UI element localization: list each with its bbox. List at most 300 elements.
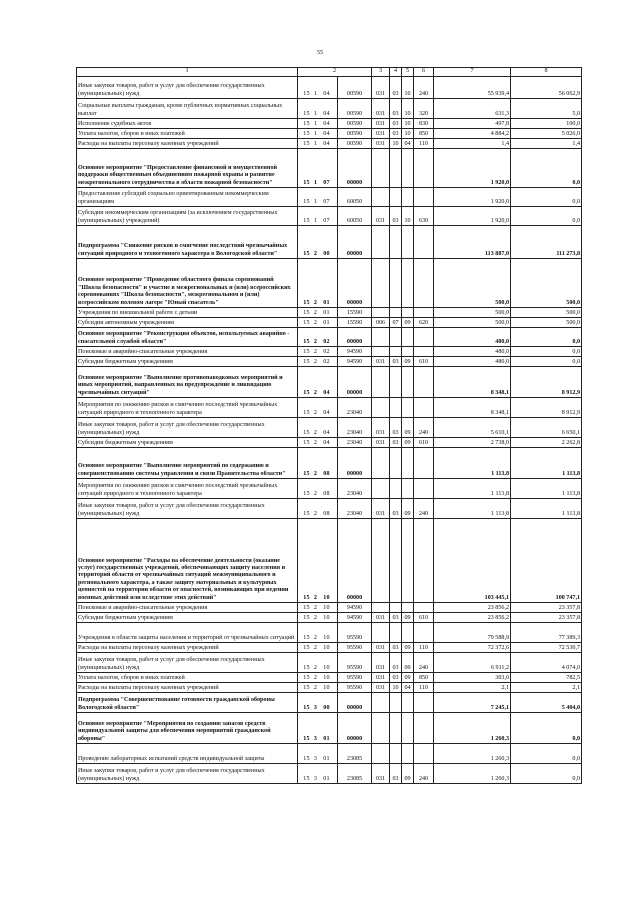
program-code-part: 15: [303, 140, 310, 147]
row-department: 031: [372, 499, 390, 519]
row-amount-1: 303,0: [434, 673, 511, 683]
row-subsection: [402, 347, 414, 357]
program-code-part: 15: [303, 775, 310, 782]
row-target-code: 23040: [338, 499, 372, 519]
row-subsection: [402, 479, 414, 499]
row-amount-1: 2 738,0: [434, 438, 511, 448]
table-row: [77, 613, 582, 623]
program-code-part: 15: [303, 735, 310, 742]
row-target-code: 00000: [338, 713, 372, 744]
row-amount-2: 0,0: [511, 744, 582, 764]
row-amount-1: 1 260,3: [434, 764, 511, 784]
program-code-part: 1: [313, 179, 318, 186]
table-row: [77, 207, 582, 226]
program-code-part: 10: [323, 664, 330, 671]
program-code-part: 15: [303, 510, 310, 517]
table-row: [77, 398, 582, 418]
row-program-code: [298, 693, 338, 713]
program-code-part: 02: [323, 358, 330, 365]
row-expense-type: [414, 519, 434, 603]
row-program-code: [298, 308, 338, 318]
row-amount-2: 6 650,1: [511, 418, 582, 438]
row-section: 03: [390, 499, 402, 519]
row-program-code: [298, 499, 338, 519]
table-row: [77, 347, 582, 357]
row-subsection: [402, 623, 414, 643]
row-department: [372, 623, 390, 643]
row-subsection: [402, 188, 414, 207]
row-department: 031: [372, 653, 390, 673]
row-target-code: 95590: [338, 643, 372, 653]
row-amount-2: 5,0: [511, 99, 582, 119]
program-code-part: 15: [303, 439, 310, 446]
row-department: [372, 744, 390, 764]
row-department: 031: [372, 207, 390, 226]
program-code-part: 10: [323, 604, 330, 611]
row-expense-type: [414, 347, 434, 357]
header-cell-6: 6: [414, 68, 434, 77]
row-target-code: 00590: [338, 129, 372, 139]
program-code-part: 2: [313, 674, 318, 681]
row-amount-2: 0,0: [511, 149, 582, 188]
row-subsection: [402, 367, 414, 398]
table-row: [77, 308, 582, 318]
row-amount-1: 1 920,0: [434, 207, 511, 226]
row-amount-1: 1 920,0: [434, 149, 511, 188]
row-amount-2: 5 404,0: [511, 693, 582, 713]
row-program-code: [298, 207, 338, 226]
row-section: [390, 328, 402, 347]
row-subsection: [402, 713, 414, 744]
row-department: 031: [372, 683, 390, 693]
row-target-code: 00590: [338, 139, 372, 149]
program-code-part: 2: [313, 664, 318, 671]
row-expense-type: 620: [414, 318, 434, 328]
program-code-part: 15: [303, 319, 310, 326]
row-description: Иные закупки товаров, работ и услуг для обеспечения государственных (муниципальных) нужд: [77, 77, 298, 99]
row-subsection: 09: [402, 418, 414, 438]
table-row: [77, 713, 582, 744]
row-program-code: [298, 683, 338, 693]
row-program-code: [298, 673, 338, 683]
program-code-part: 04: [323, 140, 330, 147]
row-amount-2: 0,0: [511, 347, 582, 357]
row-amount-1: 113 887,0: [434, 226, 511, 259]
row-subsection: 09: [402, 438, 414, 448]
program-code-part: 2: [313, 684, 318, 691]
row-amount-2: 23 357,8: [511, 613, 582, 623]
row-program-code: [298, 398, 338, 418]
row-amount-1: 8 348,1: [434, 367, 511, 398]
row-description: Уплата налогов, сборов и иных платежей: [77, 129, 298, 139]
row-amount-1: 480,0: [434, 357, 511, 367]
row-department: 031: [372, 357, 390, 367]
row-department: [372, 328, 390, 347]
row-expense-type: 110: [414, 643, 434, 653]
row-expense-type: 240: [414, 499, 434, 519]
row-expense-type: [414, 226, 434, 259]
row-section: [390, 479, 402, 499]
table-row: [77, 259, 582, 308]
row-target-code: 00590: [338, 119, 372, 129]
row-target-code: 23040: [338, 479, 372, 499]
row-amount-1: 631,3: [434, 99, 511, 119]
row-subsection: [402, 398, 414, 418]
page-number: 55: [317, 50, 323, 56]
table-row: [77, 623, 582, 643]
row-target-code: 95590: [338, 623, 372, 643]
program-code-part: 15: [303, 348, 310, 355]
row-program-code: [298, 519, 338, 603]
row-program-code: [298, 357, 338, 367]
program-code-part: 10: [323, 684, 330, 691]
row-department: 031: [372, 129, 390, 139]
row-department: [372, 347, 390, 357]
row-program-code: [298, 438, 338, 448]
program-code-part: 00: [323, 250, 330, 257]
row-amount-2: 23 357,8: [511, 603, 582, 613]
row-department: 031: [372, 119, 390, 129]
row-subsection: [402, 693, 414, 713]
row-section: [390, 367, 402, 398]
row-amount-1: 103 445,1: [434, 519, 511, 603]
row-section: 07: [390, 318, 402, 328]
row-section: 03: [390, 119, 402, 129]
row-subsection: 04: [402, 683, 414, 693]
row-amount-1: 55 939,4: [434, 77, 511, 99]
program-code-part: 01: [323, 775, 330, 782]
row-expense-type: [414, 744, 434, 764]
row-expense-type: 610: [414, 438, 434, 448]
row-subsection: [402, 259, 414, 308]
program-code-part: 2: [313, 429, 318, 436]
row-subsection: [402, 226, 414, 259]
row-description: Основное мероприятие "Реконструкция объектов, используемых аварийно - спасательной службой области": [77, 328, 298, 347]
program-code-part: 2: [313, 470, 318, 477]
program-code-part: 15: [303, 409, 310, 416]
row-department: 031: [372, 764, 390, 784]
row-program-code: [298, 318, 338, 328]
row-amount-1: 79 588,9: [434, 623, 511, 643]
row-section: 03: [390, 77, 402, 99]
program-code-part: 02: [323, 338, 330, 345]
row-program-code: [298, 418, 338, 438]
row-program-code: [298, 623, 338, 643]
row-section: [390, 188, 402, 207]
row-subsection: [402, 519, 414, 603]
row-description: Субсидии некоммерческим организациям (за исключением государственных (муниципальных) учреждений): [77, 207, 298, 226]
row-amount-1: 480,0: [434, 347, 511, 357]
table-row: [77, 693, 582, 713]
row-target-code: 94590: [338, 613, 372, 623]
program-code-part: 04: [323, 110, 330, 117]
program-code-part: 01: [323, 299, 330, 306]
program-code-part: 10: [323, 634, 330, 641]
row-program-code: [298, 613, 338, 623]
row-section: [390, 519, 402, 603]
row-expense-type: 240: [414, 77, 434, 99]
row-target-code: 95590: [338, 653, 372, 673]
row-amount-1: 23 856,2: [434, 613, 511, 623]
program-code-part: 01: [323, 319, 330, 326]
row-description: Подпрограмма "Совершенствование готовности гражданской обороны Вологодской области": [77, 693, 298, 713]
table-row: [77, 226, 582, 259]
program-code-part: 15: [303, 90, 310, 97]
row-subsection: [402, 603, 414, 613]
row-amount-1: 7 245,1: [434, 693, 511, 713]
program-code-part: 15: [303, 634, 310, 641]
row-section: 10: [390, 139, 402, 149]
program-code-part: 3: [313, 704, 318, 711]
row-amount-1: 1 113,8: [434, 499, 511, 519]
program-code-part: 2: [313, 309, 318, 316]
table-row: [77, 139, 582, 149]
row-subsection: 09: [402, 318, 414, 328]
row-section: [390, 603, 402, 613]
row-subsection: [402, 149, 414, 188]
row-program-code: [298, 226, 338, 259]
program-code-part: 3: [313, 755, 318, 762]
row-expense-type: [414, 479, 434, 499]
row-subsection: 09: [402, 643, 414, 653]
program-code-part: 15: [303, 674, 310, 681]
header-cell-3: 3: [372, 68, 390, 77]
row-program-code: [298, 99, 338, 119]
program-code-part: 15: [303, 644, 310, 651]
row-department: 031: [372, 99, 390, 119]
row-subsection: 04: [402, 139, 414, 149]
row-section: [390, 149, 402, 188]
row-amount-1: 1 260,3: [434, 744, 511, 764]
row-department: 031: [372, 438, 390, 448]
row-department: 031: [372, 77, 390, 99]
table-row: [77, 119, 582, 129]
row-expense-type: 830: [414, 119, 434, 129]
program-code-part: 04: [323, 90, 330, 97]
row-amount-1: 5 610,1: [434, 418, 511, 438]
program-code-part: 2: [313, 644, 318, 651]
program-code-part: 04: [323, 439, 330, 446]
row-program-code: [298, 744, 338, 764]
row-target-code: 94590: [338, 357, 372, 367]
row-department: 031: [372, 418, 390, 438]
row-amount-1: 500,0: [434, 259, 511, 308]
row-description: Иные закупки товаров, работ и услуг для обеспечения государственных (муниципальных) нужд: [77, 764, 298, 784]
row-target-code: 15590: [338, 318, 372, 328]
row-program-code: [298, 259, 338, 308]
program-code-part: 15: [303, 358, 310, 365]
row-expense-type: [414, 188, 434, 207]
row-subsection: 10: [402, 77, 414, 99]
program-code-part: 04: [323, 409, 330, 416]
row-expense-type: 850: [414, 673, 434, 683]
row-amount-2: 111 273,8: [511, 226, 582, 259]
row-expense-type: [414, 623, 434, 643]
row-department: [372, 398, 390, 418]
row-department: 031: [372, 643, 390, 653]
row-amount-1: 497,8: [434, 119, 511, 129]
program-code-part: 04: [323, 389, 330, 396]
row-amount-2: 2 262,8: [511, 438, 582, 448]
row-department: [372, 519, 390, 603]
table-body: [77, 68, 582, 784]
row-expense-type: 320: [414, 99, 434, 119]
row-program-code: [298, 119, 338, 129]
budget-table: [76, 67, 582, 784]
row-amount-2: 56 062,9: [511, 77, 582, 99]
program-code-part: 01: [323, 309, 330, 316]
row-target-code: 94590: [338, 603, 372, 613]
row-target-code: 00000: [338, 149, 372, 188]
row-expense-type: [414, 398, 434, 418]
program-code-part: 10: [323, 594, 330, 601]
row-description: Иные закупки товаров, работ и услуг для обеспечения государственных (муниципальных) нужд: [77, 499, 298, 519]
row-amount-2: 1 113,8: [511, 499, 582, 519]
row-department: 031: [372, 139, 390, 149]
row-description: Основное мероприятие "Выполнение мероприятий по содержанию и совершенствованию системы управления и связи Правительства области": [77, 448, 298, 479]
row-amount-2: 500,0: [511, 318, 582, 328]
row-target-code: 00000: [338, 519, 372, 603]
row-amount-1: 1 113,8: [434, 479, 511, 499]
program-code-part: 15: [303, 604, 310, 611]
program-code-part: 04: [323, 120, 330, 127]
row-target-code: 23040: [338, 438, 372, 448]
row-target-code: 00000: [338, 328, 372, 347]
table-row: [77, 764, 582, 784]
row-expense-type: 850: [414, 129, 434, 139]
table-row: [77, 519, 582, 603]
program-code-part: 15: [303, 664, 310, 671]
row-description: Основное мероприятие "Предоставление финансовой и имущественной поддержки общественным объединениям пожарной охраны и развитие межрегионального сотрудничества в области пожарной безопасности": [77, 149, 298, 188]
row-description: Субсидии бюджетным учреждениям: [77, 438, 298, 448]
row-amount-1: 4 884,2: [434, 129, 511, 139]
row-target-code: 00000: [338, 448, 372, 479]
row-section: [390, 713, 402, 744]
program-code-part: 15: [303, 594, 310, 601]
row-description: Основное мероприятие "Выполнение противопаводковых мероприятий и иных мероприятий, направленных на предупреждение и ликвидацию чрезвычайных ситуаций": [77, 367, 298, 398]
row-description: Уплата налогов, сборов и иных платежей: [77, 673, 298, 683]
row-section: [390, 744, 402, 764]
table-row: [77, 499, 582, 519]
row-amount-2: 2,1: [511, 683, 582, 693]
row-section: 03: [390, 673, 402, 683]
row-department: 031: [372, 613, 390, 623]
row-program-code: [298, 367, 338, 398]
program-code-part: 2: [313, 490, 318, 497]
program-code-part: 2: [313, 510, 318, 517]
row-program-code: [298, 129, 338, 139]
row-amount-2: 0,0: [511, 188, 582, 207]
row-expense-type: 630: [414, 207, 434, 226]
row-expense-type: [414, 693, 434, 713]
row-department: [372, 713, 390, 744]
row-program-code: [298, 653, 338, 673]
row-section: 03: [390, 643, 402, 653]
row-section: [390, 398, 402, 418]
program-code-part: 15: [303, 299, 310, 306]
program-code-part: 15: [303, 389, 310, 396]
row-subsection: 10: [402, 99, 414, 119]
row-expense-type: [414, 259, 434, 308]
row-expense-type: 110: [414, 683, 434, 693]
header-cell-4: 4: [390, 68, 402, 77]
row-program-code: [298, 149, 338, 188]
program-code-part: 1: [313, 130, 318, 137]
row-target-code: 60050: [338, 188, 372, 207]
table-row: [77, 149, 582, 188]
row-amount-1: 480,0: [434, 328, 511, 347]
row-description: Мероприятия по снижению рисков и смягчению последствий чрезвычайных ситуаций природного и техногенного характера: [77, 398, 298, 418]
row-subsection: 09: [402, 357, 414, 367]
row-section: 03: [390, 207, 402, 226]
row-department: [372, 226, 390, 259]
row-subsection: 09: [402, 673, 414, 683]
row-subsection: 10: [402, 129, 414, 139]
table-row: [77, 643, 582, 653]
table-row: [77, 683, 582, 693]
program-code-part: 10: [323, 614, 330, 621]
row-subsection: 09: [402, 499, 414, 519]
row-program-code: [298, 188, 338, 207]
row-target-code: 94590: [338, 347, 372, 357]
row-description: Мероприятия по снижению рисков и смягчению последствий чрезвычайных ситуаций природного и техногенного характера: [77, 479, 298, 499]
row-program-code: [298, 713, 338, 744]
program-code-part: 15: [303, 338, 310, 345]
row-description: Расходы на выплаты персоналу казенных учреждений: [77, 683, 298, 693]
program-code-part: 00: [323, 704, 330, 711]
row-amount-2: 782,5: [511, 673, 582, 683]
table-row: [77, 438, 582, 448]
row-amount-1: 1 260,3: [434, 713, 511, 744]
program-code-part: 3: [313, 735, 318, 742]
program-code-part: 10: [323, 644, 330, 651]
row-amount-1: 6 911,2: [434, 653, 511, 673]
program-code-part: 2: [313, 439, 318, 446]
row-section: 03: [390, 764, 402, 784]
row-description: Проведение лабораторных испытаний средств индивидуальной защиты: [77, 744, 298, 764]
program-code-part: 15: [303, 198, 310, 205]
header-cell-5: 5: [402, 68, 414, 77]
row-amount-1: 1 920,0: [434, 188, 511, 207]
program-code-part: 2: [313, 604, 318, 611]
row-expense-type: 240: [414, 418, 434, 438]
program-code-part: 08: [323, 470, 330, 477]
row-description: Субсидии бюджетным учреждениям: [77, 357, 298, 367]
row-department: [372, 693, 390, 713]
row-amount-2: 100,0: [511, 119, 582, 129]
program-code-part: 02: [323, 348, 330, 355]
table-row: [77, 129, 582, 139]
table-row: [77, 603, 582, 613]
table-header-row: [77, 68, 582, 77]
row-amount-1: 2,1: [434, 683, 511, 693]
program-code-part: 1: [313, 110, 318, 117]
row-description: Субсидии автономным учреждениям: [77, 318, 298, 328]
table-row: [77, 188, 582, 207]
row-program-code: [298, 347, 338, 357]
program-code-part: 15: [303, 250, 310, 257]
row-target-code: 95590: [338, 683, 372, 693]
row-program-code: [298, 77, 338, 99]
program-code-part: 2: [313, 299, 318, 306]
row-program-code: [298, 603, 338, 613]
header-cell-8: 8: [511, 68, 582, 77]
header-cell-1: 1: [77, 68, 298, 77]
row-description: Основное мероприятие "Проведение областного финала соревнований "Школа безопасности" и участие в межрегиональных и (или) всероссийских соревнованиях "Школа безопасности", межрегиональном и (или) всероссийском полевом лагере "Юный спасатель": [77, 259, 298, 308]
program-code-part: 1: [313, 217, 318, 224]
row-subsection: 10: [402, 119, 414, 129]
row-department: [372, 259, 390, 308]
